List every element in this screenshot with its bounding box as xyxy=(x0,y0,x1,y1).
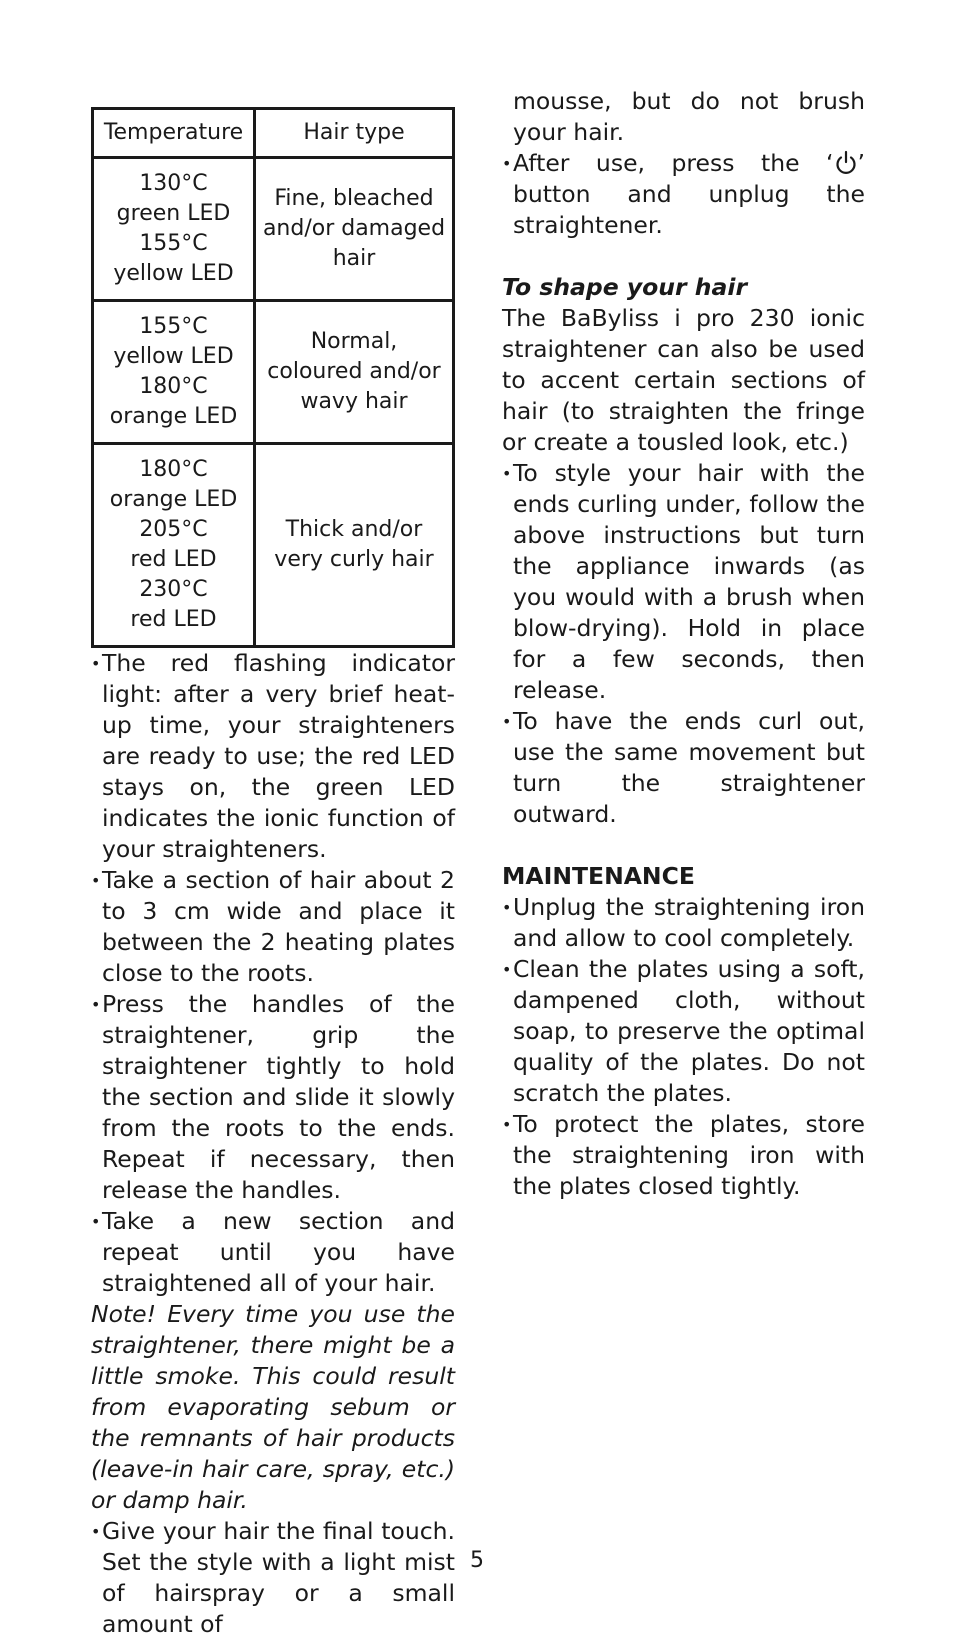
temp-line: yellow LED xyxy=(113,344,234,369)
list-item: • Take a section of hair about 2 to 3 cm wide and place it between the 2 heating plates close to the roots. xyxy=(91,865,455,989)
note-paragraph: Note! Every time you use the straightener, there might be a little smoke. This could result from evaporating sebum or the remnants of hair products (leave-in hair care, spray, etc.) or damp hair. xyxy=(91,1300,455,1514)
temp-line: 155°C xyxy=(139,314,208,339)
temp-line: red LED xyxy=(130,547,217,572)
temp-line: 130°C xyxy=(139,171,208,196)
header-hair-type: Hair type xyxy=(255,109,454,158)
hair-type-cell: Normal, coloured and/or wavy hair xyxy=(255,301,454,444)
temp-line: 230°C xyxy=(139,577,208,602)
temp-line: 180°C xyxy=(139,374,208,399)
hair-type-cell: Fine, bleached and/or damaged hair xyxy=(255,158,454,301)
temp-line: red LED xyxy=(130,607,217,632)
after-use-text-start: After use, press the ‘ xyxy=(513,149,834,177)
right-column xyxy=(502,0,865,1202)
list-item: • Press the handles of the straightener, grip the straightener tightly to hold the section and slide it slowly from the roots to the ends. Repeat if necessary, then release the handles. xyxy=(91,989,455,1206)
power-icon xyxy=(834,150,858,176)
shape-intro: The BaByliss i pro 230 ionic straightener can also be used to accent certain sections of hair (to straighten the fringe or create a tousled look, etc.) xyxy=(502,304,865,456)
shape-heading: To shape your hair xyxy=(502,273,748,301)
temp-line: orange LED xyxy=(109,404,238,429)
after-use-text-end: ’ button and unplug the straightener. xyxy=(513,149,865,239)
temperature-cell xyxy=(93,301,255,444)
continued-text: mousse, but do not brush your hair. xyxy=(513,87,865,146)
list-item: • Clean the plates using a soft, dampened cloth, without soap, to preserve the optimal quality of the plates. Do not scratch the plates. xyxy=(502,954,865,1109)
table-row xyxy=(93,444,454,647)
table-row xyxy=(93,301,454,444)
temp-line: orange LED xyxy=(109,487,238,512)
list-item: • The red flashing indicator light: after a very brief heat-up time, your straighteners are ready to use; the red LED stays on, the green LED indicates the ionic function of your straighteners. xyxy=(91,648,455,865)
list-item: • To have the ends curl out, use the same movement but turn the straightener outward. xyxy=(502,706,865,830)
table-row xyxy=(93,158,454,301)
temp-line: 155°C xyxy=(139,231,208,256)
table-header-row xyxy=(93,109,454,158)
list-item: • Take a new section and repeat until you have straightened all of your hair. xyxy=(91,1206,455,1299)
temperature-cell xyxy=(93,158,255,301)
temp-line: yellow LED xyxy=(113,261,234,286)
temp-line: 180°C xyxy=(139,457,208,482)
left-column xyxy=(91,648,455,1640)
list-item: • To protect the plates, store the straightening iron with the plates closed tightly. xyxy=(502,1109,865,1202)
list-item: • Give your hair the final touch. Set the style with a light mist of hairspray or a small amount of xyxy=(91,1516,455,1640)
maintenance-heading: MAINTENANCE xyxy=(502,862,695,890)
list-item-after-use xyxy=(502,148,865,241)
list-item: • Unplug the straightening iron and allow to cool completely. xyxy=(502,892,865,954)
header-temperature: Temperature xyxy=(93,109,255,158)
temp-line: green LED xyxy=(116,201,231,226)
hair-type-cell: Thick and/or very curly hair xyxy=(255,444,454,647)
temperature-table xyxy=(91,107,455,648)
list-item: • To style your hair with the ends curling under, follow the above instructions but turn the appliance inwards (as you would with a brush when blow-drying). Hold in place for a few seconds, then release. xyxy=(502,458,865,706)
page-number: 5 xyxy=(470,1548,484,1573)
temp-line: 205°C xyxy=(139,517,208,542)
temperature-cell xyxy=(93,444,255,647)
